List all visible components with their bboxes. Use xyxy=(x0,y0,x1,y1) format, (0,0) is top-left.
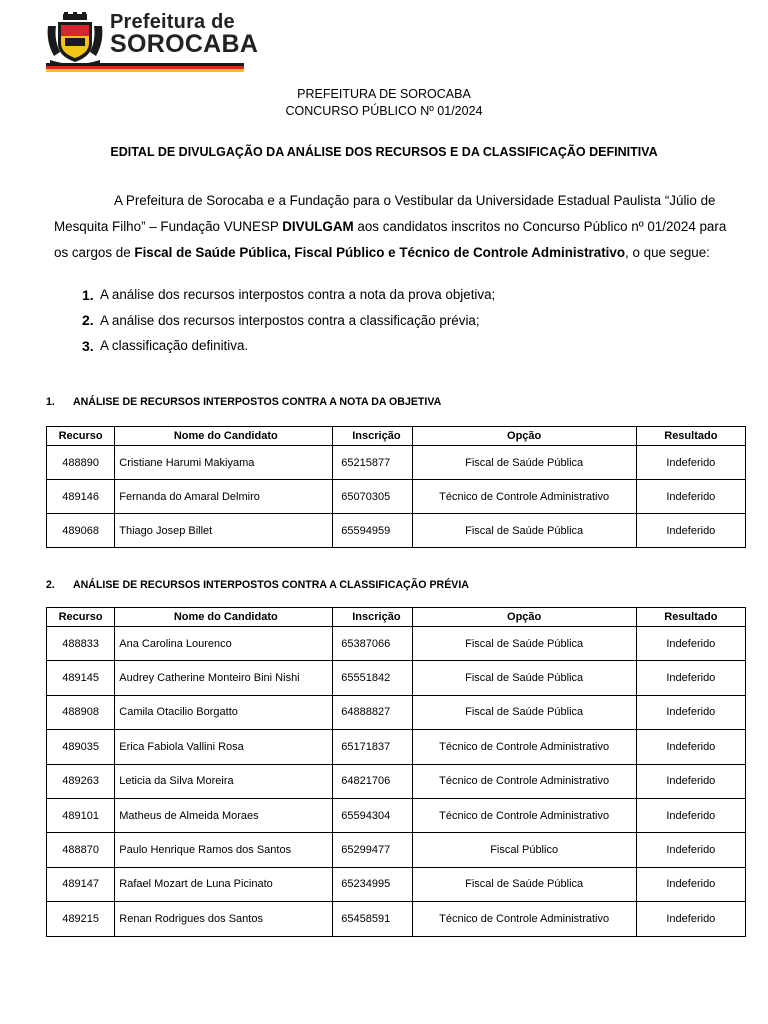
cell-opcao: Fiscal Público xyxy=(412,833,636,867)
cell-recurso: 489263 xyxy=(47,764,115,798)
cell-opcao: Fiscal de Saúde Pública xyxy=(412,867,636,901)
cell-inscricao: 65387066 xyxy=(333,627,412,661)
cell-resultado: Indeferido xyxy=(636,798,745,832)
cell-opcao: Fiscal de Saúde Pública xyxy=(412,695,636,729)
table-row xyxy=(47,798,746,832)
cell-resultado: Indeferido xyxy=(636,833,745,867)
cell-recurso: 488870 xyxy=(47,833,115,867)
cell-resultado: Indeferido xyxy=(636,730,745,764)
cell-resultado: Indeferido xyxy=(636,867,745,901)
table-header-row: Recurso Nome do Candidato Inscrição Opção Resultado xyxy=(47,608,746,627)
cell-opcao: Técnico de Controle Administrativo xyxy=(412,798,636,832)
logo-line2: SOROCABA xyxy=(110,30,259,58)
cell-resultado: Indeferido xyxy=(636,661,745,695)
cell-inscricao: 64821706 xyxy=(333,764,412,798)
cell-opcao: Técnico de Controle Administrativo xyxy=(412,902,636,936)
intro-line1: A Prefeitura de Sorocaba e a Fundação para o Vestibular da Universidade Estadual Paulista “Júlio de xyxy=(114,193,716,208)
table-row xyxy=(47,730,746,764)
section2-heading: 2. ANÁLISE DE RECURSOS INTERPOSTOS CONTRA A CLASSIFICAÇÃO PRÉVIA xyxy=(46,579,469,591)
table-row xyxy=(47,661,746,695)
cell-opcao: Fiscal de Saúde Pública xyxy=(412,661,636,695)
cell-inscricao: 65215877 xyxy=(333,446,412,480)
cell-opcao: Fiscal de Saúde Pública xyxy=(412,514,636,548)
cell-recurso: 489101 xyxy=(47,798,115,832)
cell-nome: Fernanda do Amaral Delmiro xyxy=(115,480,333,514)
table-row xyxy=(47,867,746,901)
numbered-list xyxy=(82,282,495,359)
cell-nome: Leticia da Silva Moreira xyxy=(115,764,333,798)
cell-nome: Erica Fabiola Vallini Rosa xyxy=(115,730,333,764)
logo-line1: Prefeitura de xyxy=(110,11,235,33)
cell-resultado: Indeferido xyxy=(636,695,745,729)
cell-opcao: Técnico de Controle Administrativo xyxy=(412,730,636,764)
cell-nome: Thiago Josep Billet xyxy=(115,514,333,548)
cell-recurso: 488908 xyxy=(47,695,115,729)
section1-heading: 1. ANÁLISE DE RECURSOS INTERPOSTOS CONTRA A NOTA DA OBJETIVA xyxy=(46,396,442,408)
cell-recurso: 489035 xyxy=(47,730,115,764)
cell-recurso: 489146 xyxy=(47,480,115,514)
table-row xyxy=(47,764,746,798)
section2-table xyxy=(46,607,746,937)
document-title: EDITAL DE DIVULGAÇÃO DA ANÁLISE DOS RECURSOS E DA CLASSIFICAÇÃO DEFINITIVA xyxy=(110,145,658,159)
header-line2: CONCURSO PÚBLICO Nº 01/2024 xyxy=(285,104,483,118)
cell-inscricao: 64888827 xyxy=(333,695,412,729)
cell-nome: Camila Otacilio Borgatto xyxy=(115,695,333,729)
cell-resultado: Indeferido xyxy=(636,902,745,936)
table-header-row: Recurso Nome do Candidato Inscrição Opção Resultado xyxy=(47,427,746,446)
table-row xyxy=(47,833,746,867)
cell-recurso: 489068 xyxy=(47,514,115,548)
cell-nome: Ana Carolina Lourenco xyxy=(115,627,333,661)
header-line1: PREFEITURA DE SOROCABA xyxy=(297,87,471,101)
cell-nome: Renan Rodrigues dos Santos xyxy=(115,902,333,936)
cell-opcao: Fiscal de Saúde Pública xyxy=(412,627,636,661)
list-item: 1. A análise dos recursos interpostos contra a nota da prova objetiva; xyxy=(82,286,496,303)
cell-nome: Rafael Mozart de Luna Picinato xyxy=(115,867,333,901)
cell-inscricao: 65458591 xyxy=(333,902,412,936)
cell-resultado: Indeferido xyxy=(636,480,745,514)
cell-inscricao: 65234995 xyxy=(333,867,412,901)
stripe-yellow xyxy=(46,69,244,72)
intro-line3: os cargos de Fiscal de Saúde Pública, Fiscal Público e Técnico de Controle Administrativo, o que segue: xyxy=(54,245,710,260)
table-row xyxy=(47,695,746,729)
cell-resultado: Indeferido xyxy=(636,627,745,661)
cell-opcao: Fiscal de Saúde Pública xyxy=(412,446,636,480)
table-row xyxy=(47,446,746,480)
table-row xyxy=(47,902,746,936)
cell-nome: Audrey Catherine Monteiro Bini Nishi xyxy=(115,661,333,695)
cell-inscricao: 65551842 xyxy=(333,661,412,695)
cell-opcao: Técnico de Controle Administrativo xyxy=(412,764,636,798)
cell-opcao: Técnico de Controle Administrativo xyxy=(412,480,636,514)
list-item: 3. A classificação definitiva. xyxy=(82,337,249,354)
cell-nome: Paulo Henrique Ramos dos Santos xyxy=(115,833,333,867)
intro-paragraph xyxy=(54,188,727,266)
section1-table xyxy=(46,426,746,548)
cell-recurso: 488833 xyxy=(47,627,115,661)
table-row xyxy=(47,514,746,548)
cell-recurso: 489145 xyxy=(47,661,115,695)
cell-inscricao: 65070305 xyxy=(333,480,412,514)
cell-inscricao: 65299477 xyxy=(333,833,412,867)
logo-wordmark xyxy=(110,12,258,57)
table-row xyxy=(47,627,746,661)
cell-recurso: 488890 xyxy=(47,446,115,480)
cell-resultado: Indeferido xyxy=(636,514,745,548)
cell-nome: Cristiane Harumi Makiyama xyxy=(115,446,333,480)
cell-inscricao: 65594959 xyxy=(333,514,412,548)
table-row xyxy=(47,480,746,514)
cell-resultado: Indeferido xyxy=(636,764,745,798)
cell-recurso: 489215 xyxy=(47,902,115,936)
cell-nome: Matheus de Almeida Moraes xyxy=(115,798,333,832)
list-item: 2. A análise dos recursos interpostos contra a classificação prévia; xyxy=(82,312,480,329)
cell-inscricao: 65171837 xyxy=(333,730,412,764)
cell-recurso: 489147 xyxy=(47,867,115,901)
cell-resultado: Indeferido xyxy=(636,446,745,480)
intro-line2: Mesquita Filho” – Fundação VUNESP DIVULGAM aos candidatos inscritos no Concurso Público nº 01/2024 para xyxy=(54,219,727,234)
cell-inscricao: 65594304 xyxy=(333,798,412,832)
logo-stripes xyxy=(46,63,244,72)
